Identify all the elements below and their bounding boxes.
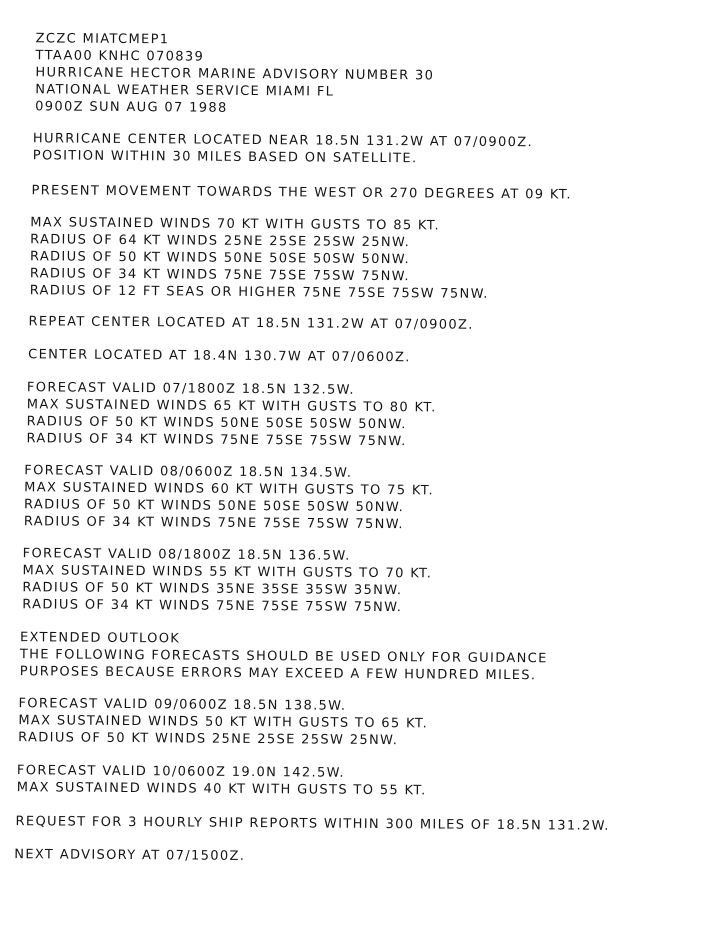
outlook-line: PURPOSES BECAUSE ERRORS MAY EXCEED A FEW HUNDRED MILES.: [19, 664, 537, 684]
forecast-line: MAX SUSTAINED WINDS 55 KT WITH GUSTS TO 70 KT.: [22, 563, 433, 582]
forecast-line: RADIUS OF 34 KT WINDS 75NE 75SE 75SW 75NW.: [22, 597, 403, 616]
forecast-line: RADIUS OF 34 KT WINDS 75NE 75SE 75SW 75NW.: [23, 514, 405, 533]
center-location-line: POSITION WITHIN 30 MILES BASED ON SATELLITE.: [32, 148, 418, 167]
wind-line: RADIUS OF 50 KT WINDS 50NE 50SE 50SW 50NW.: [29, 249, 411, 268]
forecast-line: FORECAST VALID 09/0600Z 18.5N 138.5W.: [18, 696, 347, 714]
forecast-line: RADIUS OF 34 KT WINDS 75NE 75SE 75SW 75NW.: [26, 431, 407, 450]
forecast-line: FORECAST VALID 07/1800Z 18.5N 132.5W.: [26, 380, 355, 398]
header-line: NATIONAL WEATHER SERVICE MIAMI FL: [35, 82, 335, 100]
header-line: TTAA00 KNHC 070839: [35, 48, 205, 65]
outlook-line: THE FOLLOWING FORECASTS SHOULD BE USED ONLY FOR GUIDANCE: [19, 647, 548, 667]
wind-line: RADIUS OF 64 KT WINDS 25NE 25SE 25SW 25NW.: [30, 232, 411, 251]
wind-line: MAX SUSTAINED WINDS 70 KT WITH GUSTS TO 85 KT.: [30, 215, 441, 234]
forecast-line: MAX SUSTAINED WINDS 60 KT WITH GUSTS TO 75 KT.: [24, 480, 435, 499]
forecast-line: MAX SUSTAINED WINDS 65 KT WITH GUSTS TO 80 KT.: [26, 397, 437, 416]
forecast-line: FORECAST VALID 10/0600Z 19.0N 142.5W.: [16, 763, 345, 781]
forecast-line: MAX SUSTAINED WINDS 50 KT WITH GUSTS TO 65 KT.: [18, 713, 429, 732]
wind-line: RADIUS OF 34 KT WINDS 75NE 75SE 75SW 75NW.: [29, 266, 410, 285]
center-location-line: HURRICANE CENTER LOCATED NEAR 18.5N 131.2W AT 07/0900Z.: [32, 131, 534, 151]
advisory-title: HURRICANE HECTOR MARINE ADVISORY NUMBER 30: [35, 65, 435, 84]
movement-line: PRESENT MOVEMENT TOWARDS THE WEST OR 270 DEGREES AT 09 KT.: [31, 183, 573, 203]
forecast-line: RADIUS OF 50 KT WINDS 50NE 50SE 50SW 50NW.: [26, 414, 407, 433]
forecast-line: FORECAST VALID 08/1800Z 18.5N 136.5W.: [22, 546, 351, 564]
next-advisory-line: NEXT ADVISORY AT 07/1500Z.: [14, 847, 246, 864]
forecast-line: RADIUS OF 50 KT WINDS 35NE 35SE 35SW 35NW.: [22, 580, 403, 599]
repeat-center-line: REPEAT CENTER LOCATED AT 18.5N 131.2W AT 07/0900Z.: [28, 314, 474, 333]
wind-line: RADIUS OF 12 FT SEAS OR HIGHER 75NE 75SE 75SW 75NW.: [29, 283, 489, 302]
prior-center-line: CENTER LOCATED AT 18.4N 130.7W AT 07/0600Z.: [28, 347, 411, 366]
header-line: ZCZC MIATCMEP1: [35, 31, 170, 48]
forecast-line: RADIUS OF 50 KT WINDS 50NE 50SE 50SW 50NW.: [23, 497, 405, 516]
forecast-line: FORECAST VALID 08/0600Z 18.5N 134.5W.: [24, 463, 353, 481]
ship-reports-line: REQUEST FOR 3 HOURLY SHIP REPORTS WITHIN 300 MILES OF 18.5N 131.2W.: [15, 814, 610, 834]
forecast-line: MAX SUSTAINED WINDS 40 KT WITH GUSTS TO 55 KT.: [16, 780, 427, 799]
extended-outlook-heading: EXTENDED OUTLOOK: [19, 630, 181, 647]
forecast-line: RADIUS OF 50 KT WINDS 25NE 25SE 25SW 25NW.: [18, 730, 399, 749]
advisory-datetime: 0900Z SUN AUG 07 1988: [35, 99, 228, 116]
